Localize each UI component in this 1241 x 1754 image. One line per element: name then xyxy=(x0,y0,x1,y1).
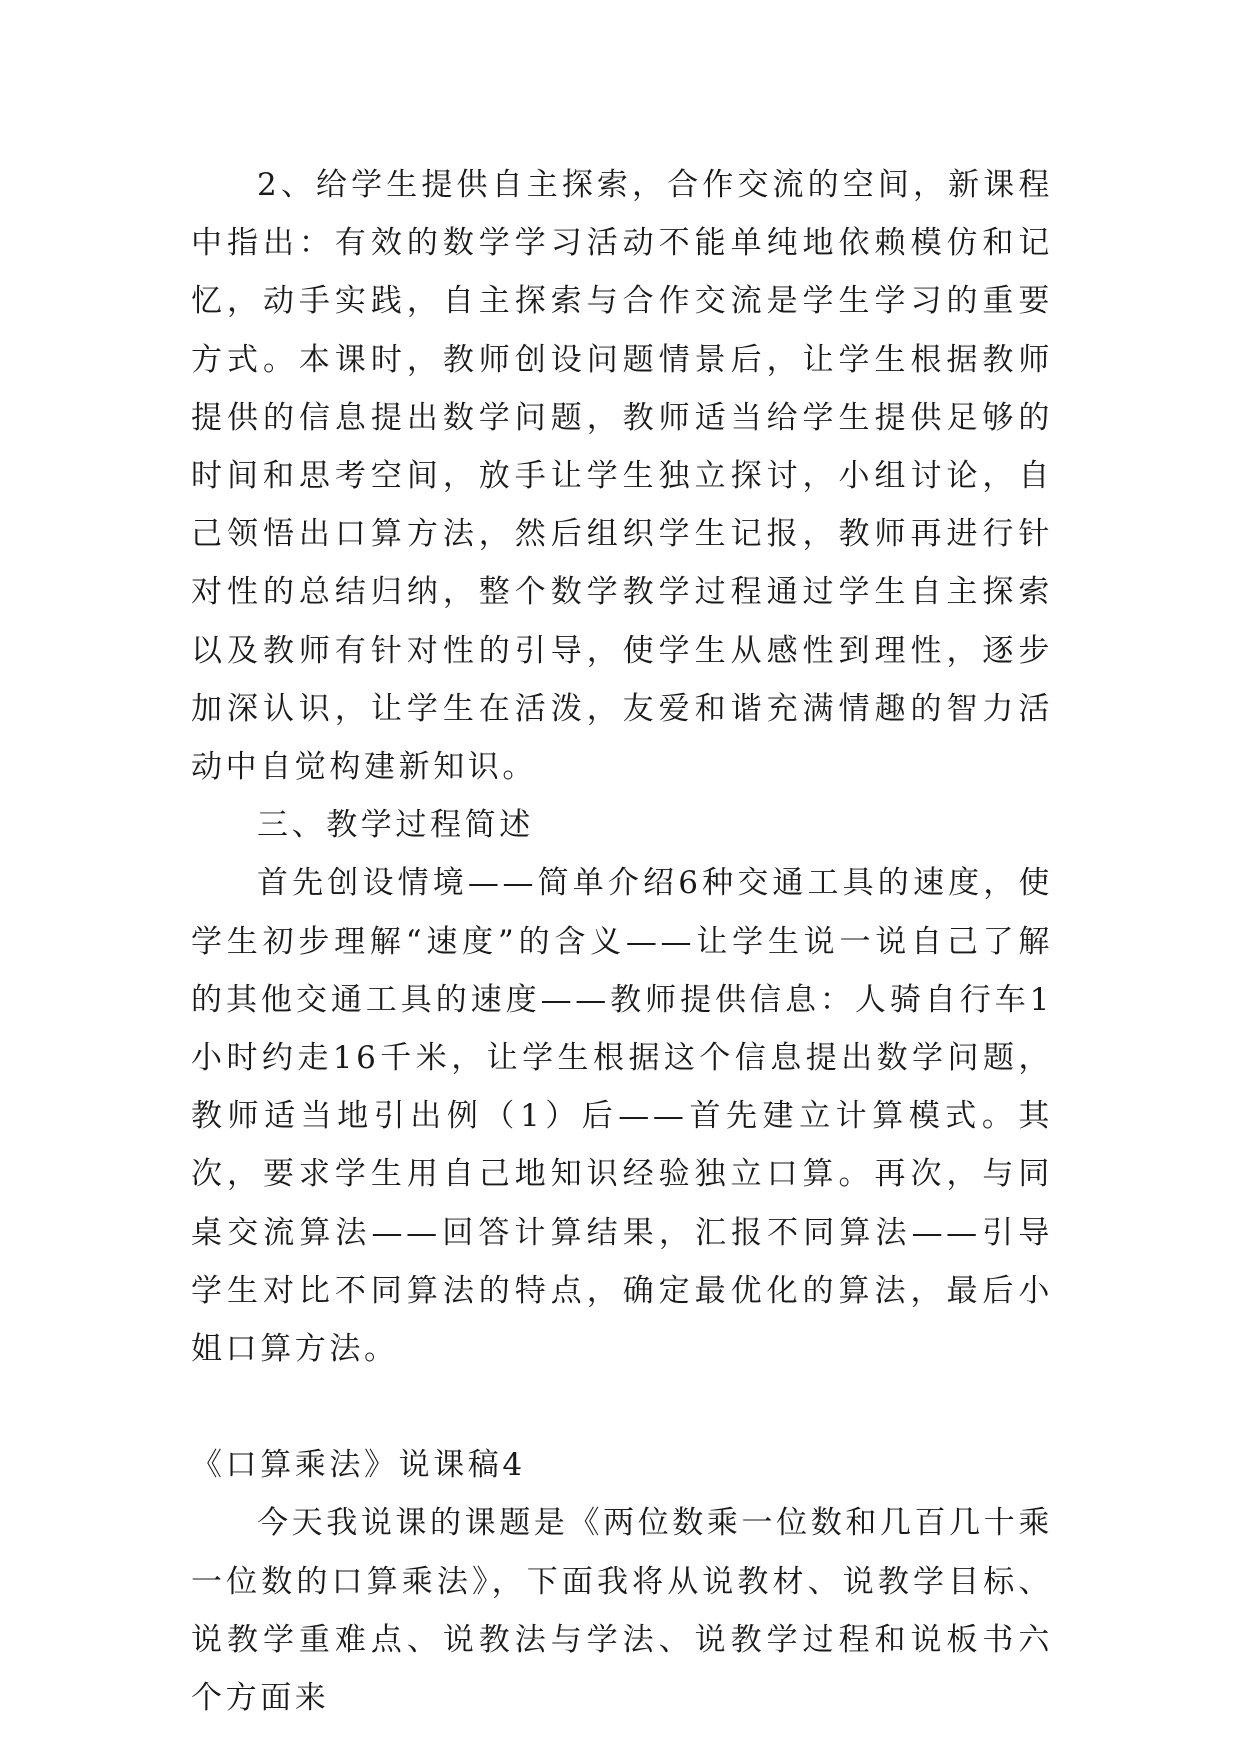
paragraph-teaching-process: 首先创设情境——简单介绍6种交通工具的速度，使学生初步理解“速度”的含义——让学生说一说自己了解的其他交通工具的速度——教师提供信息：人骑自行车1小时约走16千米，让学生根据这个信息提出数学问题，教师适当地引出例（1）后——首先建立计算模式。其次，要求学生用自己地知识经验独立口算。再次，与同桌交流算法——回答计算结果，汇报不同算法——引导学生对比不同算法的特点，确定最优化的算法，最后小姐口算方法。 xyxy=(191,865,1053,1368)
paragraph-introduction: 今天我说课的课题是《两位数乘一位数和几百几十乘一位数的口算乘法》，下面我将从说教材、说教学目标、说教学重难点、说教法与学法、说教学过程和说板书六个方面来 xyxy=(191,1505,1053,1717)
document-body xyxy=(191,156,1053,1727)
lecture-draft-title: 《口算乘法》说课稿4 xyxy=(191,1447,526,1484)
section-heading-teaching-process: 三、教学过程简述 xyxy=(257,807,534,844)
blank-line xyxy=(191,1378,1053,1436)
paragraph-strategy-2: 2、给学生提供自主探索，合作交流的空间，新课程中指出：有效的数学学习活动不能单纯地依赖模仿和记忆，动手实践，自主探索与合作交流是学生学习的重要方式。本课时，教师创设问题情景后，让学生根据教师提供的信息提出数学问题，教师适当给学生提供足够的时间和思考空间，放手让学生独立探讨，小组讨论，自己领悟出口算方法，然后组织学生记报，教师再进行针对性的总结归纳，整个数学教学过程通过学生自主探索以及教师有针对性的引导，使学生从感性到理性，逐步加深认识，让学生在活泼，友爱和谐充满情趣的智力活动中自觉构建新知识。 xyxy=(191,167,1053,786)
